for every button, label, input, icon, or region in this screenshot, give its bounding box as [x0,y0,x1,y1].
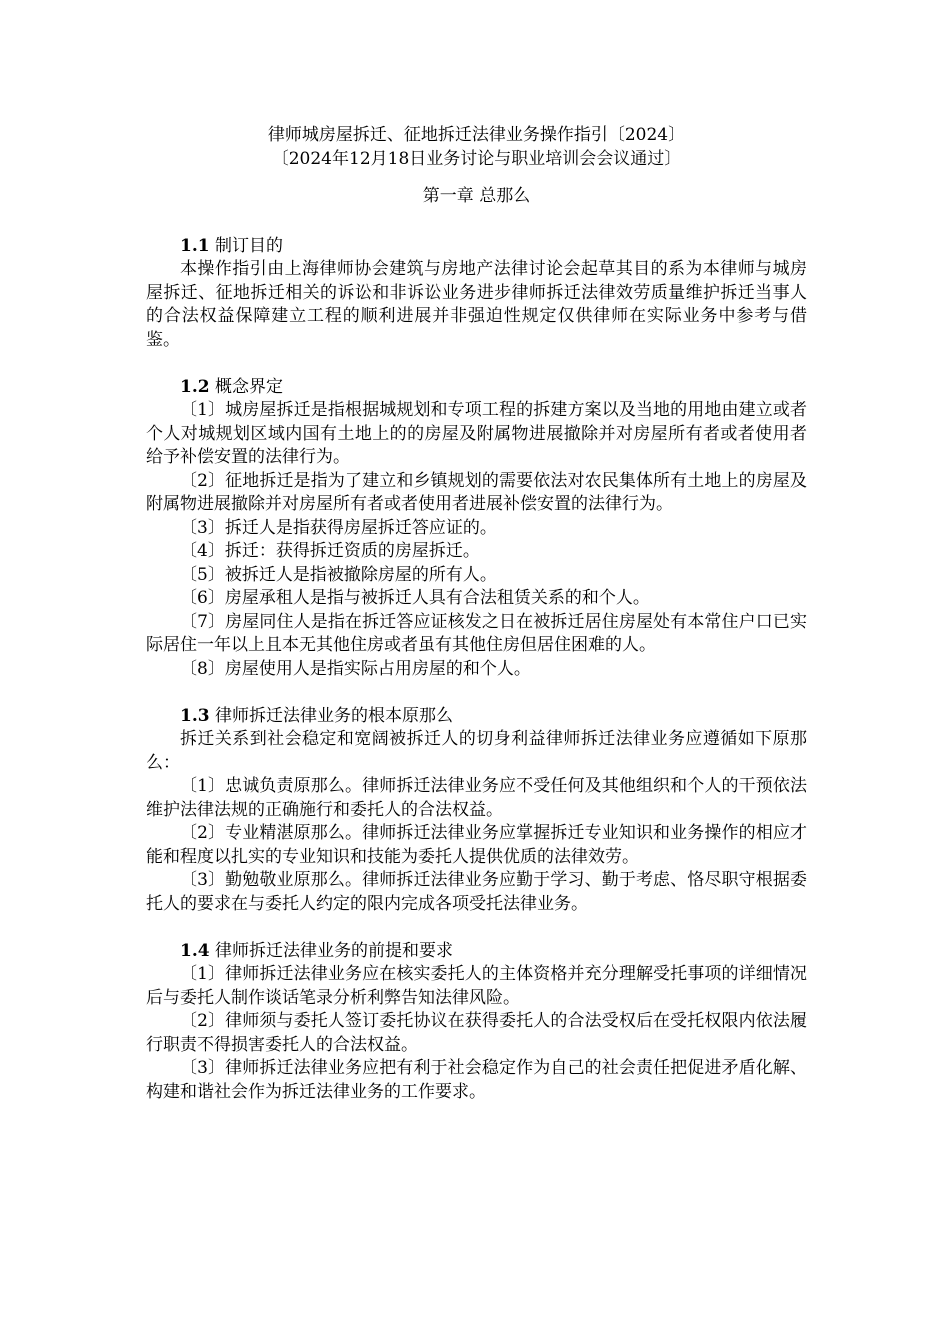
paragraph: 〔4〕拆迁：获得拆迁资质的房屋拆迁。 [180,541,480,561]
paragraph: 〔1〕律师拆迁法律业务应在核实委托人的主体资格并充分理解受托事项的详细情况后与委托人制作谈话笔录分析利弊告知法律风险。 [146,964,807,1008]
section-3 [146,705,807,917]
section-number: 1.1 [180,235,210,256]
paragraph: 〔1〕城房屋拆迁是指根据城规划和专项工程的拆建方案以及当地的用地由建立或者个人对城规划区域内国有土地上的的房屋及附属物进展撤除并对房屋所有者或者使用者给予补偿安置的法律行为。 [146,400,807,467]
section-heading [146,705,807,729]
chapter-heading: 第一章 总那么 [422,186,531,206]
paragraph: 〔8〕房屋使用人是指实际占用房屋的和个人。 [180,658,531,679]
section-number: 1.4 [180,940,210,961]
title-block [146,124,807,171]
section-heading-text: 律师拆迁法律业务的根本原那么 [214,705,453,726]
paragraph: 本操作指引由上海律师协会建筑与房地产法律讨论会起草其目的系为本律师与城房屋拆迁、征地拆迁相关的诉讼和非诉讼业务进步律师拆迁法律效劳质量维护拆迁当事人的合法权益保障建立工程的顺利进展并非强迫性规定仅供律师在实际业务中参考与借鉴。 [146,259,807,350]
section-heading [146,940,807,964]
paragraph: 〔5〕被拆迁人是指被撤除房屋的所有人。 [180,564,497,585]
section-heading-text: 律师拆迁法律业务的前提和要求 [214,940,453,961]
section-4 [146,940,807,1105]
section-1 [146,235,807,353]
section-heading-text: 概念界定 [214,376,283,397]
section-number: 1.3 [180,705,210,726]
section-number: 1.2 [180,376,210,397]
document-title: 律师城房屋拆迁、征地拆迁法律业务操作指引〔2024〕 [267,125,686,145]
section-heading [146,376,807,400]
document-subtitle: 〔2024年12月18日业务讨论与职业培训会会议通过〕 [271,148,682,169]
paragraph: 〔7〕房屋同住人是指在拆迁答应证核发之日在被拆迁居住房屋处有本常住户口已实际居住一年以上且本无其他住房或者虽有其他住房但居住困难的人。 [146,611,807,655]
section-2 [146,376,807,682]
section-heading-text: 制订目的 [214,235,283,256]
paragraph: 〔6〕房屋承租人是指与被拆迁人具有合法租赁关系的和个人。 [180,588,650,608]
section-heading [146,235,807,259]
paragraph: 〔2〕征地拆迁是指为了建立和乡镇规划的需要依法对农民集体所有土地上的房屋及附属物进展撤除并对房屋所有者或者使用者进展补偿安置的法律行为。 [146,470,807,514]
paragraph: 〔2〕专业精湛原那么。律师拆迁法律业务应掌握拆迁专业知识和业务操作的相应才能和程度以扎实的专业知识和技能为委托人提供优质的法律效劳。 [146,823,807,867]
paragraph: 〔2〕律师须与委托人签订委托协议在获得委托人的合法受权后在受托权限内依法履行职责不得损害委托人的合法权益。 [146,1011,807,1055]
paragraph: 〔3〕律师拆迁法律业务应把有利于社会稳定作为自己的社会责任把促进矛盾化解、构建和谐社会作为拆迁法律业务的工作要求。 [146,1058,807,1102]
paragraph: 〔1〕忠诚负责原那么。律师拆迁法律业务应不受任何及其他组织和个人的干预依法维护法律法规的正确施行和委托人的合法权益。 [146,776,807,820]
paragraph: 拆迁关系到社会稳定和宽阔被拆迁人的切身利益律师拆迁法律业务应遵循如下原那么： [146,729,807,773]
sections-container [146,235,807,1105]
paragraph: 〔3〕拆迁人是指获得房屋拆迁答应证的。 [180,517,497,538]
paragraph: 〔3〕勤勉敬业原那么。律师拆迁法律业务应勤于学习、勤于考虑、恪尽职守根据委托人的要求在与委托人约定的限内完成各项受托法律业务。 [146,870,807,914]
